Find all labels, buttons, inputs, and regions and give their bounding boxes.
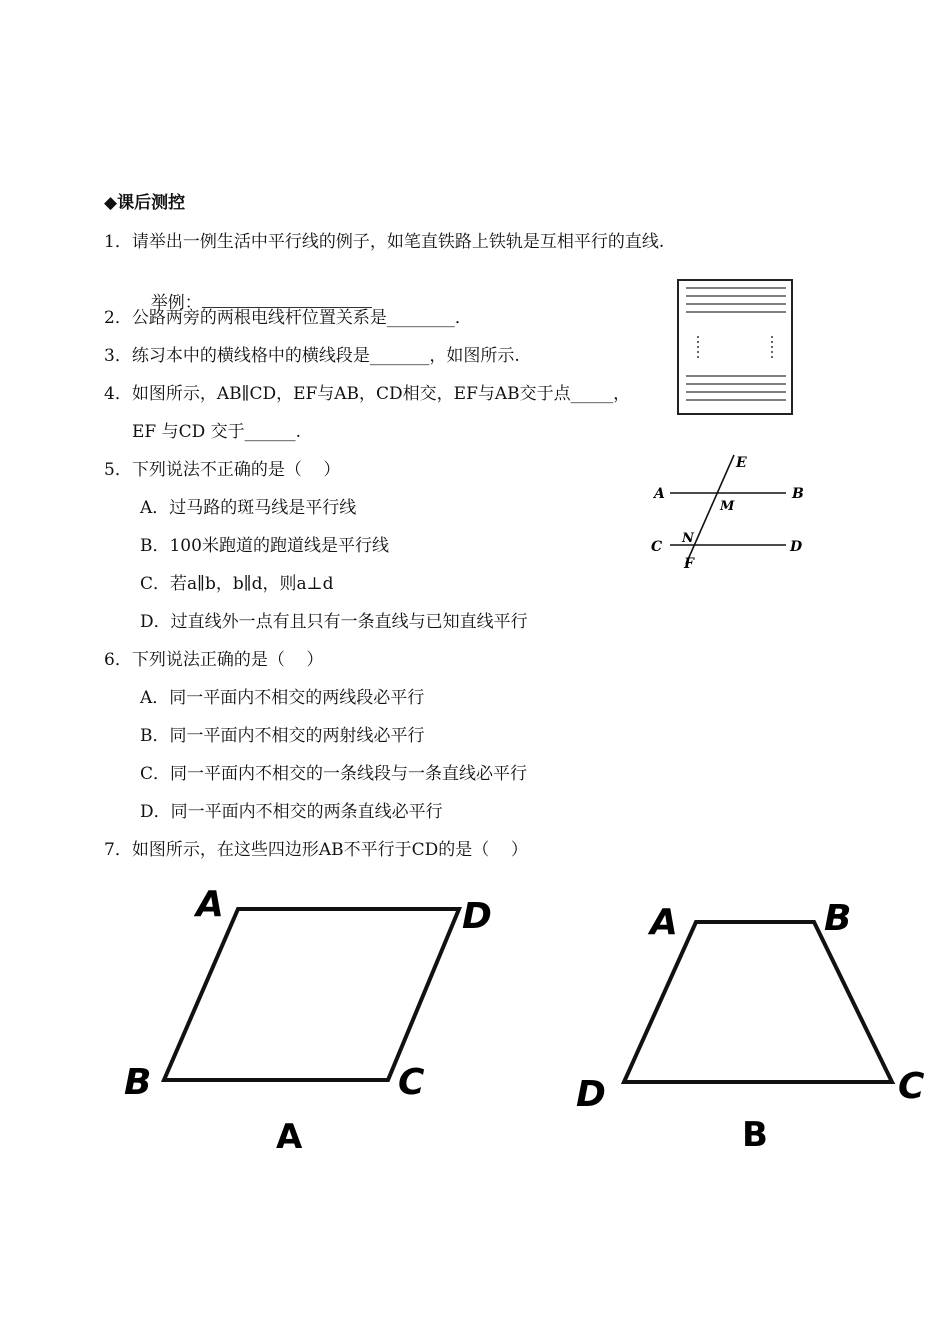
vertex-d: D (462, 896, 492, 937)
vertex-c: C (398, 1062, 425, 1103)
vertex-a: A (650, 902, 678, 943)
question-5-option-a: A．过马路的斑马线是平行线 (140, 498, 357, 518)
question-5-stem: 5．下列说法不正确的是（ ） (104, 460, 341, 480)
question-7-stem: 7．如图所示，在这些四边形AB不平行于CD的是（ ） (104, 840, 528, 860)
label-c: C (651, 539, 663, 555)
question-6-option-c: C．同一平面内不相交的一条线段与一条直线必平行 (140, 764, 528, 784)
section-title: ◆课后测控 (104, 193, 186, 213)
caption-b: B (742, 1115, 768, 1155)
label-b: B (792, 486, 804, 502)
notebook-figure (676, 278, 796, 416)
question-6-option-a: A．同一平面内不相交的两线段必平行 (140, 688, 425, 708)
question-6-option-d: D．同一平面内不相交的两条直线必平行 (140, 802, 443, 822)
answer-blank (202, 291, 372, 308)
label-d: D (790, 539, 803, 555)
label-f: F (684, 556, 694, 572)
caption-a: A (276, 1117, 303, 1157)
parallelogram-shape (164, 909, 459, 1080)
question-2: 2．公路两旁的两根电线杆位置关系是________． (104, 308, 472, 328)
question-1: 1．请举出一例生活中平行线的例子，如笔直铁路上铁轨是互相平行的直线. (104, 232, 665, 252)
question-3: 3．练习本中的横线格中的横线段是_______，如图所示. (104, 346, 520, 366)
question-5-option-d: D．过直线外一点有且只有一条直线与已知直线平行 (140, 612, 528, 632)
question-4-line-2: EF 与CD 交于______. (132, 422, 302, 442)
trapezoid-figure (572, 880, 942, 1160)
vertex-c: C (898, 1066, 925, 1107)
vertex-b: B (124, 1062, 152, 1103)
transversal-figure (648, 452, 812, 578)
question-5-option-c: C．若a∥b，b∥d，则a⊥d (140, 574, 334, 594)
label-a: A (654, 486, 665, 502)
vertex-a: A (196, 884, 224, 925)
label-m: M (720, 499, 735, 514)
label-e: E (736, 455, 747, 471)
vertex-d: D (576, 1074, 606, 1115)
question-4-line-1: 4．如图所示，AB∥CD，EF与AB，CD相交，EF与AB交于点_____， (104, 384, 631, 404)
question-6-option-b: B．同一平面内不相交的两射线必平行 (140, 726, 425, 746)
trapezoid-shape (624, 922, 892, 1082)
label-n: N (682, 531, 694, 546)
parallelogram-figure (110, 880, 510, 1160)
question-6-stem: 6．下列说法正确的是（ ） (104, 650, 324, 670)
example-label: 举例： (150, 293, 202, 313)
question-5-option-b: B．100米跑道的跑道线是平行线 (140, 536, 389, 556)
vertex-b: B (824, 898, 852, 939)
